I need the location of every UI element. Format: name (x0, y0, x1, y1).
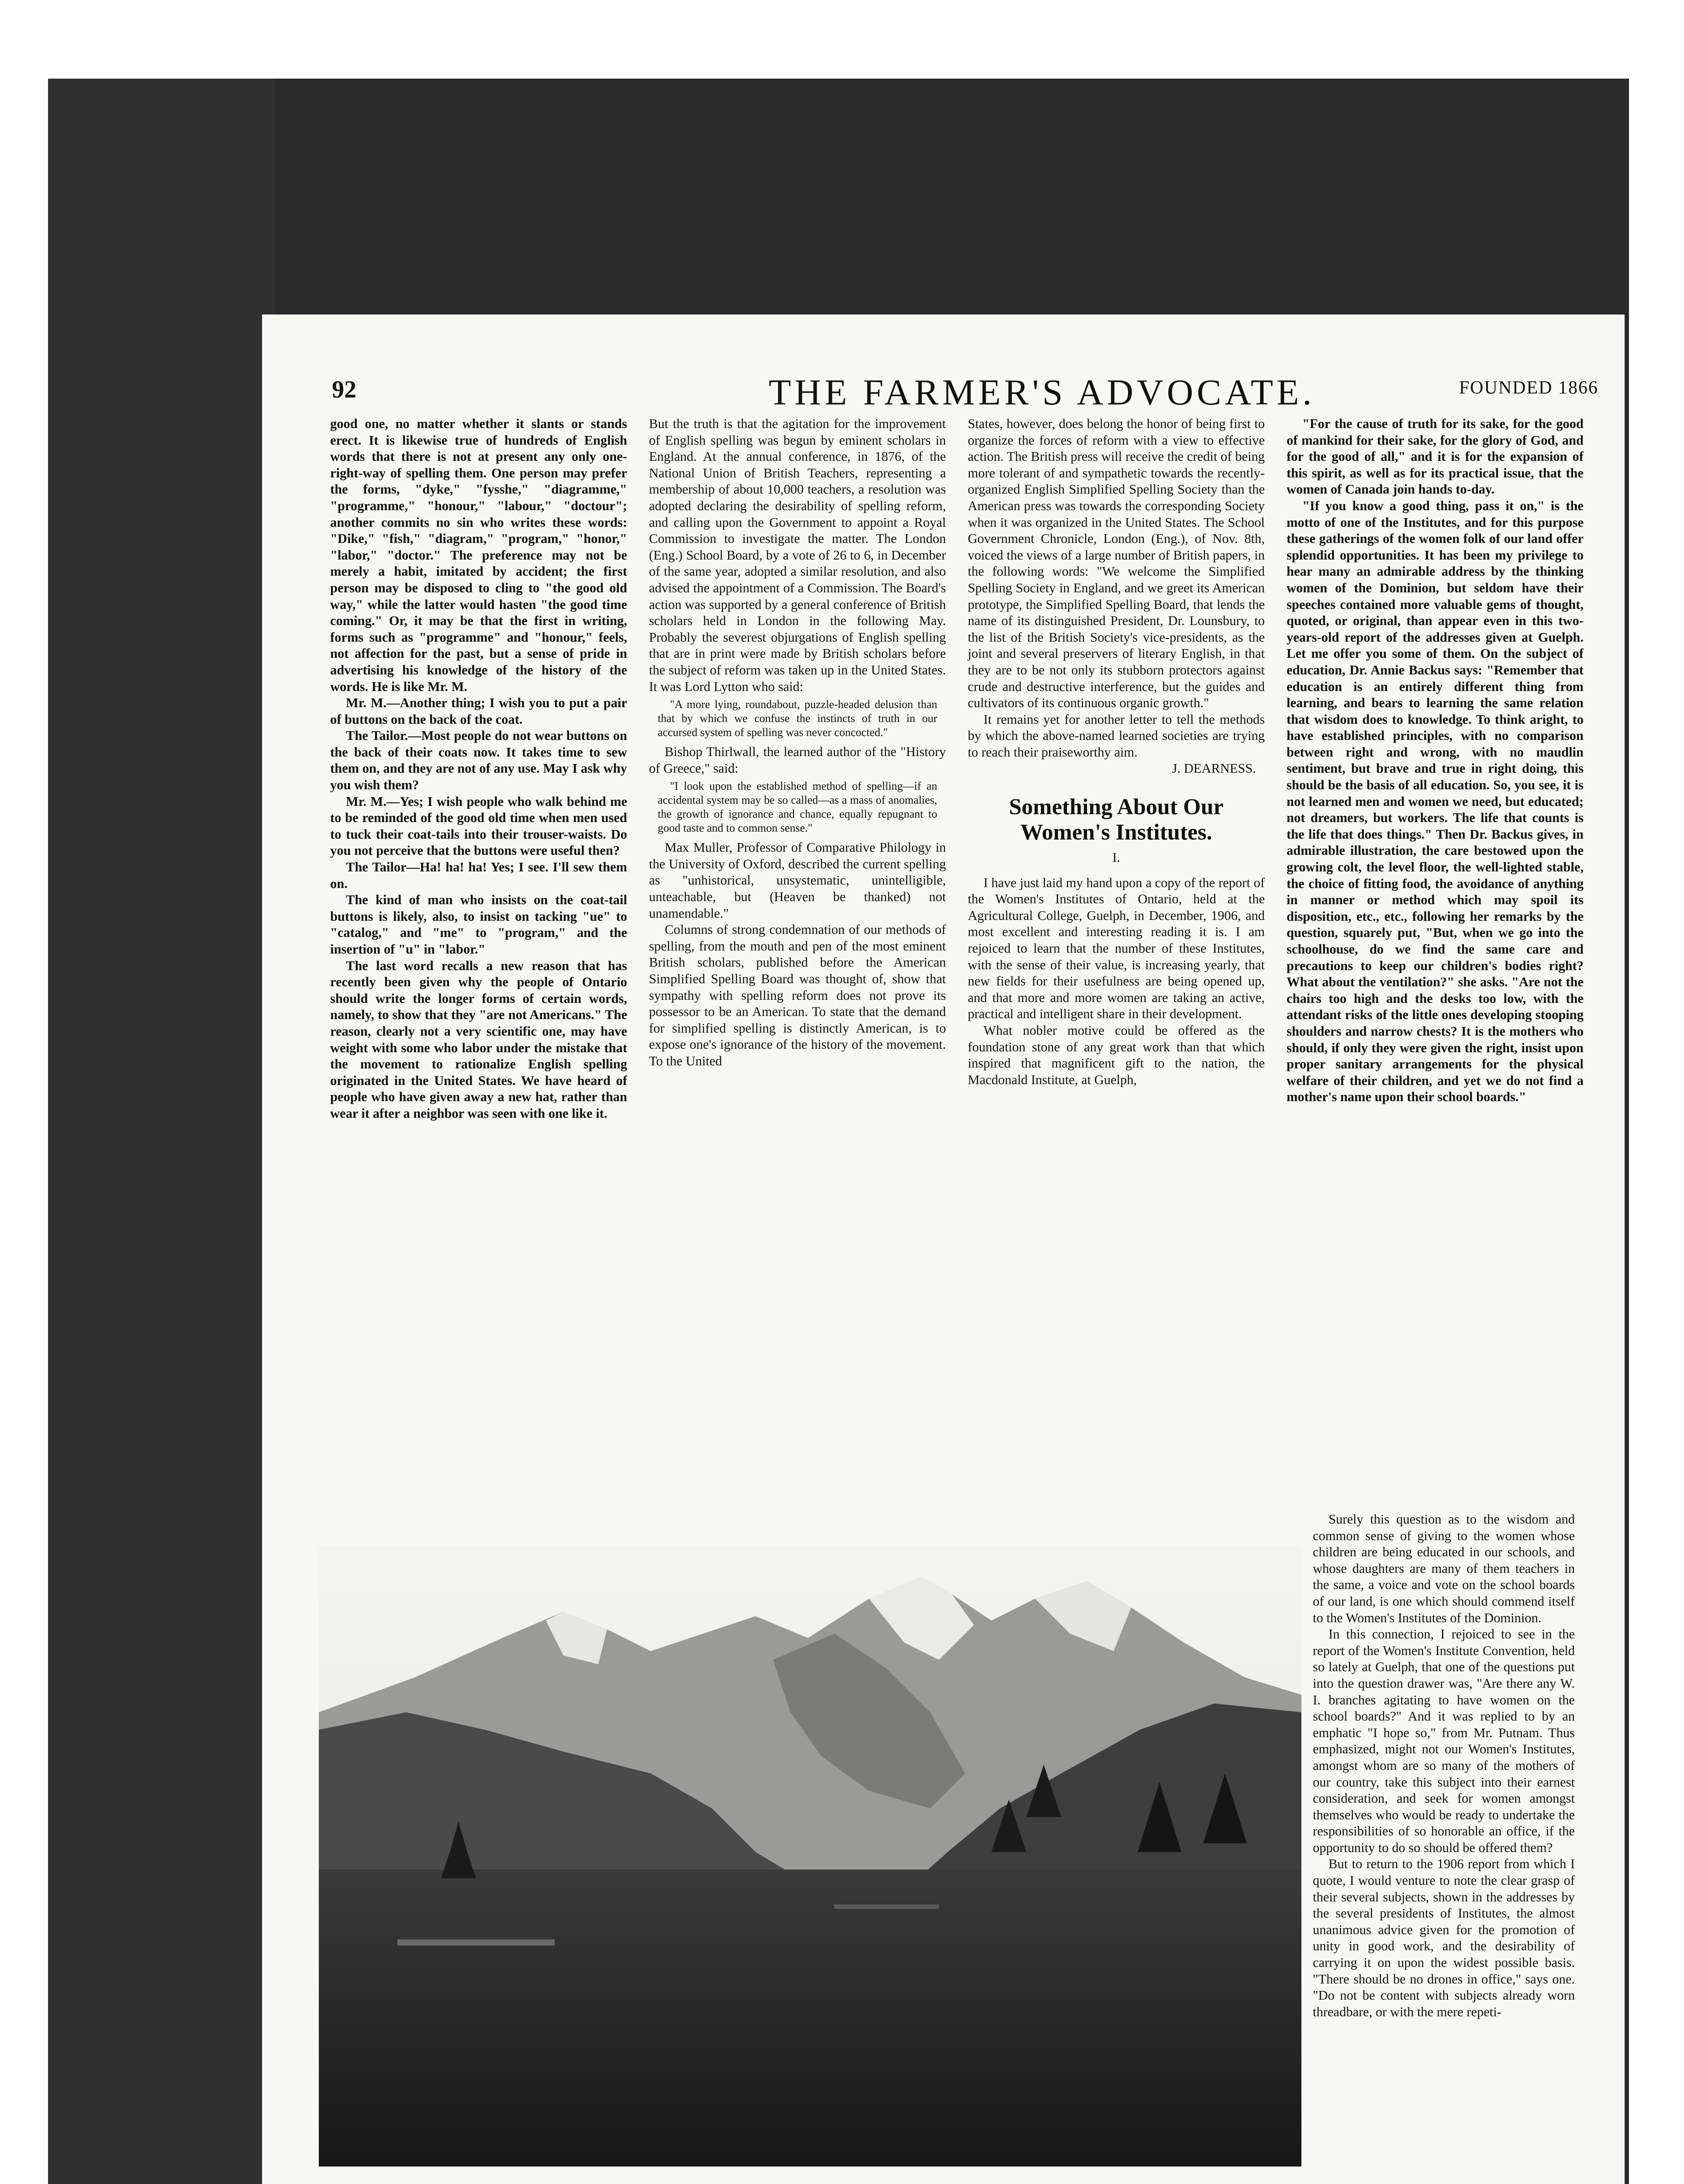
page-header (332, 367, 1598, 415)
mountain-photograph (319, 1546, 1301, 2167)
paragraph: The last word recalls a new reason that has recently been given why the people of Ontario should write the longer forms of certain words, namely, to show that they "are not Americans." The reason, clearly not a very scientific one, may have weight with some who labor under the mistake that the movement to rationalize English spelling originated in the United States. We have heard of people who have given away a new hat, rather than wear it after a neighbor was seen with one like it. (330, 958, 627, 1121)
paragraph: The Tailor.—Most people do not wear buttons on the back of their coats now. It takes time to sew them on, and they are not of any use. May I ask why you wish them? (330, 728, 627, 793)
paragraph: "If you know a good thing, pass it on," is the motto of one of the Institutes, and for this purpose these gatherings of the women folk of our land offer splendid opportunities. It has been my privilege to hear many an admirable address by the thinking women of the Dominion, but seldom have their speeches contained more valuable gems of thought, quoted, or original, than appear even in this two-years-old report of the addresses given at Guelph. Let me offer you some of them. On the subject of education, Dr. Annie Backus says: "Remember that education is an entirely different thing from learning, and bears to learning the same relation that wisdom does to knowledge. To think aright, to have established principles, with no comparison between right and wrong, with no maudlin sentiment, but brave and true in right doing, this should be the basis of all education. So, you see, it is not learned men and women we need, but educated; not dreamers, but workers. The life that counts is the life that does things." Then Dr. Backus gives, in admirable illustration, the care bestowed upon the growing colt, the level floor, the well-lighted stable, the choice of fitting food, the avoidance of anything in manner or method which may spoil its disposition, etc., etc., following her remarks by the question, squarely put, "But, when we go into the schoolhouse, do we find the same care and precautions to keep our children's bodies right? What about the ventilation?" she asks. "Are not the chairs too high and the desks too low, with the attendant risks of the little ones developing stooping shoulders and narrow chests? It is the mothers who should, if only they were given the right, insist upon proper sanitary arrangements for the physical welfare of their children, and yet we do not find a mother's name upon their school boards." (1287, 498, 1584, 1105)
paragraph: Max Muller, Professor of Comparative Philology in the University of Oxford, described the current spelling as "unhistorical, unsystematic, unintelligible, unteachable, but (Heaven be thanked) not unamendable." (649, 840, 946, 921)
column-3 (968, 416, 1265, 1534)
masthead: THE FARMER'S ADVOCATE. (769, 372, 1315, 413)
film-border-left (48, 79, 275, 2184)
article-part-number: I. (1112, 850, 1120, 865)
column-2 (649, 416, 946, 1534)
mountain-photo-illustration (319, 1546, 1301, 2167)
paragraph: The kind of man who insists on the coat-tail buttons is likely, also, to insist on tacking "ue" to "catalog," and "me" to "program," and the insertion of "u" in "labor." (330, 892, 627, 957)
paragraph: good one, no matter whether it slants or stands erect. It is likewise true of hundreds of English words that there is not at present any only one-right-way of spelling them. One person may prefer the forms, "dyke," "fysshe," "diagramme," "programme," "honour," "labour," "doctour"; another commits no sin who writes these words: "Dike," "fish," "diagram," "program," "honor," "labor," "doctor." The preference may not be merely a habit, imitated by accident; the first person may be disposed to cling to "the good old way," while the latter would hasten "the good time coming." Or, it may be that the first in writing, forms such as "programme" and "honour," feels, not affection for the past, but a sense of pride in advertising his knowledge of the history of the words. He is like Mr. M. (330, 416, 627, 694)
signature: J. DEARNESS. (1172, 761, 1256, 776)
founded-line: FOUNDED 1866 (1459, 378, 1598, 398)
paragraph: Surely this question as to the wisdom and common sense of giving to the women whose children are being educated in our schools, and whose daughters are many of them teachers in the same, a voice and vote on the school boards of our land, is one which should commend itself to the Women's Institutes of the Dominion. (1313, 1512, 1575, 1625)
paragraph: Columns of strong condemnation of our methods of spelling, from the mouth and pen of the most eminent British scholars, published before the American Simplified Spelling Board was thought of, show that sympathy with spelling reform does not prove its possessor to be an American. To state that the demand for simplified spelling is distinctly American, is to expose one's ignorance of the history of the movement. To the United (649, 922, 946, 1068)
paragraph: In this connection, I rejoiced to see in the report of the Women's Institute Convention, held so lately at Guelph, that one of the questions put into the question drawer was, "Are there any W. I. branches agitating to have women on the school boards?" And it was replied to by an emphatic "I hope so," from Mr. Putnam. Thus emphasized, might not our Women's Institutes, amongst whom are so many of the mothers of our country, take this subject into their earnest consideration, and seek for women amongst themselves who would be ready to undertake the responsibilities of so honorable an office, if the opportunity to do so should be offered them? (1313, 1627, 1575, 1855)
paragraph: But to return to the 1906 report from which I quote, I would venture to note the clear grasp of their several subjects, shown in the addresses by the several presidents of Institutes, the almost unanimous advice given for the promotion of unity in good work, and the desirability of carrying it on upon the widest possible basis. "There should be no drones in office," says one. "Do not be content with subjects already worn threadbare, or with the mere repeti- (1313, 1856, 1575, 2019)
paragraph: Mr. M.—Another thing; I wish you to put a pair of buttons on the back of the coat. (330, 695, 627, 727)
paragraph: It remains yet for another letter to tell the methods by which the above-named learned societies are trying to reach their praiseworthy aim. (968, 712, 1265, 760)
newspaper-page (262, 314, 1625, 2184)
paragraph: But the truth is that the agitation for the improvement of English spelling was begun by eminent scholars in England. At the annual conference, in 1876, of the National Union of British Teachers, representing a membership of about 10,000 teachers, a resolution was adopted declaring the desirability of spelling reform, and calling upon the Government to appoint a Royal Commission to investigate the matter. The London (Eng.) School Board, by a vote of 26 to 6, in December of the same year, adopted a similar resolution, and also advised the appointment of a Commission. The Board's action was supported by a general conference of British scholars held in London in the following May. Probably the severest objurgations of English spelling that are in print were made by British scholars before the subject of reform was taken up in the United States. It was Lord Lytton who said: (649, 416, 946, 694)
paragraph: States, however, does belong the honor of being first to organize the forces of reform with a view to effective action. The British press will receive the credit of being more tolerant of and sympathetic towards the recently-organized English Simplified Spelling Society than the American press was towards the corresponding Society when it was organized in the United States. The School Government Chronicle, London (Eng.), of Nov. 8th, voiced the views of a large number of British papers, in the following words: "We welcome the Simplified Spelling Society in England, and we greet its American prototype, the Simplified Spelling Board, that lends the name of its distinguished President, Dr. Lounsbury, to the list of the British Society's vice-presidents, as the joint and several preservers of literary English, in that they are to be not only its stubborn protectors against crude and destructive interference, but the guides and cultivators of its continuous organic growth." (968, 416, 1265, 711)
column-1 (330, 416, 627, 1534)
paragraph: "For the cause of truth for its sake, for the good of mankind for their sake, for the glory of God, and for the good of all," and it is for the expansion of this spirit, as well as for its practical issue, that the women of Canada join hands to-day. (1287, 416, 1584, 497)
article-headline: Something About Our Women's Institutes. (1009, 795, 1224, 845)
block-quote: "A more lying, roundabout, puzzle-headed delusion than that by which we confuse the instincts of truth in our accursed system of spelling was never concocted." (658, 698, 937, 739)
block-quote: "I look upon the established method of spelling—if an accidental system may be so called—as a mass of anomalies, the growth of ignorance and chance, equally repugnant to good taste and to common sense." (658, 780, 937, 835)
paragraph: The Tailor—Ha! ha! ha! Yes; I see. I'll sew them on. (330, 860, 627, 891)
paragraph: Bishop Thirlwall, the learned author of the "History of Greece," said: (649, 744, 946, 776)
page-number: 92 (332, 376, 356, 403)
paragraph: Mr. M.—Yes; I wish people who walk behind me to be reminded of the good old time when men used to tuck their coat-tails into their trouser-waists. Do you not perceive that the buttons were useful then? (330, 794, 627, 858)
paragraph: I have just laid my hand upon a copy of the report of the Women's Institutes of Ontario, held at the Agricultural College, Guelph, in December, 1906, and most excellent and interesting reading it is. I am rejoiced to learn that the number of these Institutes, with the sense of their value, is increasing yearly, that new fields for their usefulness are being opened up, and that more and more women are taking an active, practical and intelligent share in their development. (968, 875, 1265, 1022)
column-5 (1313, 1511, 1575, 2184)
paragraph: What nobler motive could be offered as the foundation stone of any great work than that which inspired that magnificent gift to the nation, the Macdonald Institute, at Guelph, (968, 1023, 1265, 1087)
column-4 (1287, 416, 1584, 1534)
